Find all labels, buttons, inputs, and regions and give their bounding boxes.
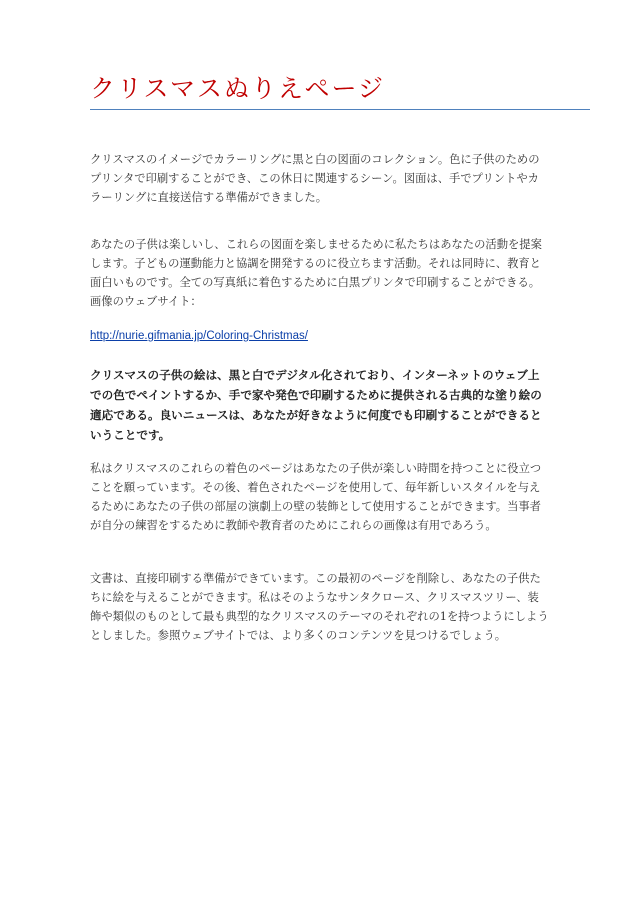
- hope-paragraph: 私はクリスマスのこれらの着色のページはあなたの子供が楽しい時間を持つことに役立つことを願っています。その後、着色されたページを使用して、毎年新しいスタイルを与えるためにあなたの子供の部屋の演劇上の壁の装飾として使用することができます。当事者が自分の練習をするために教師や教育者のためにこれらの画像は有用であろう。: [90, 462, 542, 532]
- intro-paragraph: クリスマスのイメージでカラーリングに黒と白の図面のコレクション。色に子供のためのプリンタで印刷することができ、この休日に関連するシーン。図面は、手でプリントやカラーリングに直接送信する準備ができました。: [90, 153, 540, 204]
- website-link[interactable]: http://nurie.gifmania.jp/Coloring-Christmas/: [90, 330, 308, 342]
- activity-paragraph: あなたの子供は楽しいし、これらの図面を楽しませるために私たちはあなたの活動を提案します。子どもの運動能力と協調を開発するのに役立ちます活動。それは同時に、教育と面白いものです。全ての写真紙に着色するために白黒プリンタで印刷することができる。画像のウェブサイト：: [90, 238, 542, 308]
- ready-to-print-paragraph: 文書は、直接印刷する準備ができています。この最初のページを削除し、あなたの子供たちに絵を与えることができます。私はそのようなサンタクロース、クリスマスツリー、装飾や類似のものとして最も典型的なクリスマスのテーマのそれぞれの1を持つようにしようとしました。参照ウェブサイトでは、より多くのコンテンツを見つけるでしょう。: [90, 572, 549, 642]
- bold-summary-paragraph: クリスマスの子供の絵は、黒と白でデジタル化されており、インターネットのウェブ上での色でペイントするか、手で家や発色で印刷するために提供される古典的な塗り絵の適応である。良いニュースは、あなたが好きなように何度でも印刷することができるということです。: [90, 368, 542, 442]
- page-title: クリスマスぬりえページ: [90, 74, 386, 103]
- title-underline-rule: [90, 109, 590, 110]
